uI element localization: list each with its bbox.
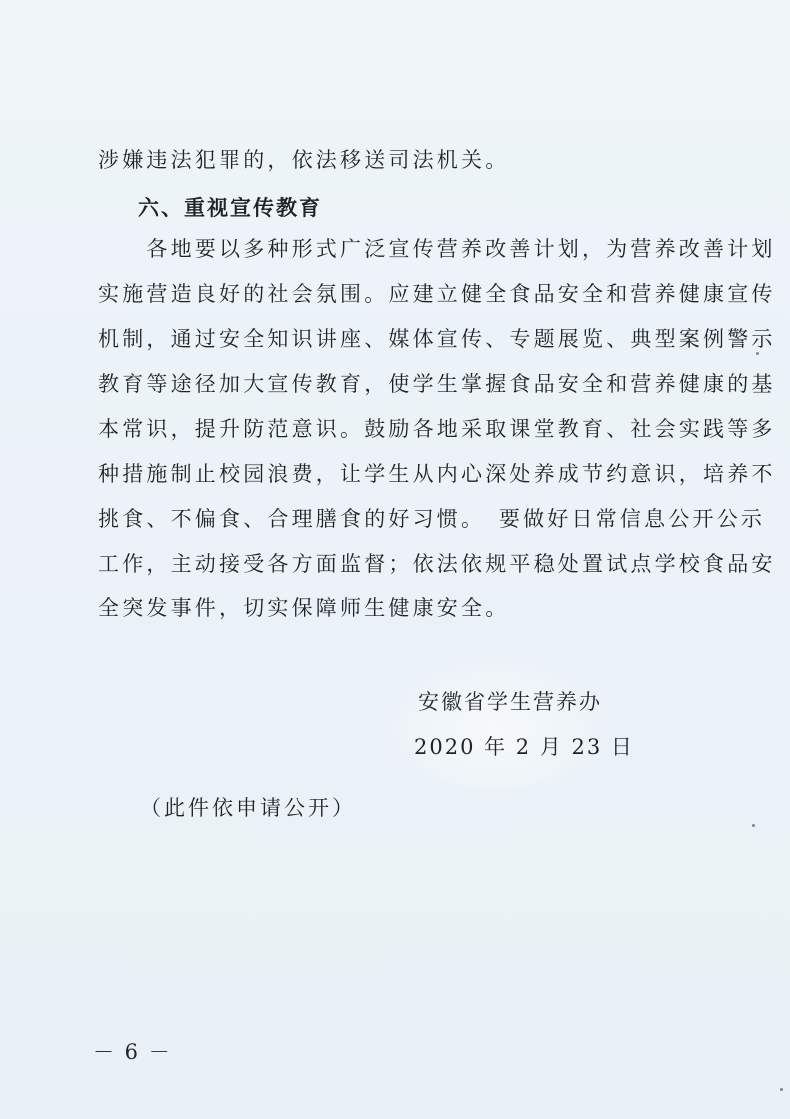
paragraph-line: 涉嫌违法犯罪的，依法移送司法机关。 [98,148,510,172]
signature-date: 2020 年 2 月 23 日 [414,735,634,759]
paragraph-line: 工作，主动接受各方面监督；依法依规平稳处置试点学校食品安 [98,552,776,576]
scan-speck [780,1088,783,1091]
scan-speck [752,824,755,827]
paragraph-line: 挑食、不偏食、合理膳食的好习惯。 要做好日常信息公开公示 [98,507,766,531]
paragraph-line: 机制，通过安全知识讲座、媒体宣传、专题展览、典型案例警示 [98,327,776,351]
paragraph-line: 本常识，提升防范意识。鼓励各地采取课堂教育、社会实践等多 [98,417,776,441]
paragraph-line: 各地要以多种形式广泛宣传营养改善计划，为营养改善计划 [98,237,776,261]
paragraph-line: 教育等途径加大宣传教育，使学生掌握食品安全和营养健康的基 [98,372,776,396]
paragraph-line: 实施营造良好的社会氛围。应建立健全食品安全和营养健康宣传 [98,282,776,306]
disclosure-note: （此件依申请公开） [140,796,356,820]
paragraph-line: 种措施制止校园浪费，让学生从内心深处养成节约意识，培养不 [98,462,776,486]
section-heading: 六、重视宣传教育 [138,196,322,220]
page-number: － 6 － [93,1040,172,1064]
scan-speck [756,352,759,355]
paragraph-line: 全突发事件，切实保障师生健康安全。 [98,596,510,620]
signature-organization: 安徽省学生营养办 [418,690,602,714]
